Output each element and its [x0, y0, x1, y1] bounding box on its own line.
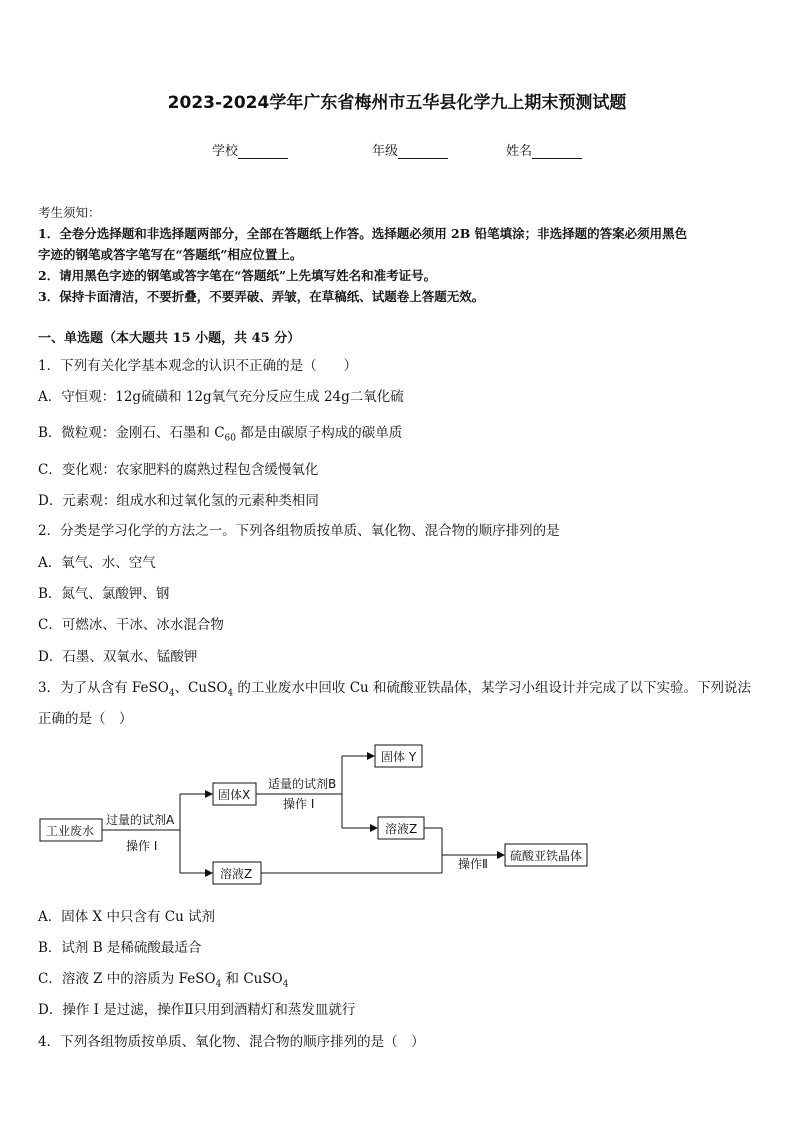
q3-option-c-text-2: 和 CuSO	[221, 971, 283, 987]
q3-option-a: A．固体 X 中只含有 Cu 试剂	[38, 909, 216, 925]
q2-option-c: C．可燃冰、干冰、冰水混合物	[38, 617, 224, 633]
notice-line-3: 3．保持卡面清洁，不要折叠，不要弄破、弄皱，在草稿纸、试题卷上答题无效。	[38, 289, 485, 304]
label-reagent-a: 过量的试剂A	[106, 813, 175, 827]
grade-label: 年级	[372, 144, 399, 159]
q3-stem-text-3: 的工业废水中回收 Cu 和硫酸亚铁晶体，某学习小组设计并完成了以下实验。下列说法	[233, 680, 752, 696]
label-solid-x: 固体X	[218, 788, 251, 802]
label-op1-a: 操作 I	[126, 839, 158, 853]
label-product: 硫酸亚铁晶体	[510, 849, 583, 863]
label-reagent-b: 适量的试剂B	[268, 777, 337, 791]
label-solution-z-top: 溶液Z	[385, 822, 418, 836]
q3-option-c-sub-1: 4	[215, 979, 222, 990]
q3-stem-sub-1: 4	[168, 688, 175, 699]
notice-line-2: 2．请用黑色字迹的钢笔或答字笔在“答题纸”上先填写姓名和准考证号。	[38, 268, 437, 283]
q3-stem-text-2: 、CuSO	[174, 680, 228, 696]
q3-option-d: D．操作 I 是过滤，操作Ⅱ只用到酒精灯和蒸发皿就行	[38, 1002, 356, 1018]
label-waste-water: 工业废水	[46, 824, 95, 838]
q2-stem: 2．分类是学习化学的方法之一。下列各组物质按单质、氧化物、混合物的顺序排列的是	[38, 523, 560, 539]
name-blank[interactable]	[532, 144, 582, 159]
q3-option-c	[38, 967, 288, 990]
process-flow-diagram	[30, 740, 630, 890]
notice-line-1b: 字迹的钢笔或答字笔写在“答题纸”相应位置上。	[38, 247, 303, 262]
name-label: 姓名	[506, 144, 533, 159]
q1-option-c: C．变化观：农家肥料的腐熟过程包含缓慢氧化	[38, 462, 319, 478]
q3-stem-line-2: 正确的是（ ）	[38, 711, 133, 727]
q3-stem-line-1	[38, 676, 751, 699]
q3-option-c-text-1: C．溶液 Z 中的溶质为 FeSO	[38, 971, 216, 987]
q1-option-b-text: B．微粒观：金刚石、石墨和 C	[38, 425, 225, 441]
q1-option-d: D．元素观：组成水和过氧化氢的元素种类相同	[38, 493, 319, 509]
q2-option-d: D．石墨、双氧水、锰酸钾	[38, 649, 198, 665]
page-title: 2023-2024学年广东省梅州市五华县化学九上期末预测试题	[167, 93, 627, 113]
label-solid-y: 固体 Y	[381, 750, 417, 764]
notice-heading: 考生须知：	[38, 205, 101, 220]
grade-blank[interactable]	[398, 144, 448, 159]
name-field	[506, 140, 582, 159]
grade-field	[372, 140, 448, 159]
school-field	[212, 140, 288, 159]
notice-line-1a: 1．全卷分选择题和非选择题两部分，全部在答题纸上作答。选择题必须用 2B 铅笔填涂；非选择题的答案必须用黑色	[38, 226, 688, 241]
q4-stem: 4．下列各组物质按单质、氧化物、混合物的顺序排列的是（ ）	[38, 1034, 425, 1050]
q3-stem-text-1: 3．为了从含有 FeSO	[38, 680, 169, 696]
q1-option-b	[38, 421, 402, 444]
label-op1-b: 操作 I	[283, 797, 315, 811]
school-blank[interactable]	[238, 144, 288, 159]
q1-option-b-text-2: 都是由碳原子构成的碳单质	[236, 425, 403, 441]
q3-stem-sub-2: 4	[227, 688, 234, 699]
q2-option-a: A．氧气、水、空气	[38, 555, 156, 571]
q1-option-b-sub: 60	[224, 433, 236, 444]
q3-option-b: B．试剂 B 是稀硫酸最适合	[38, 940, 202, 956]
q3-option-c-sub-2: 4	[282, 979, 289, 990]
q2-option-b: B．氮气、氯酸钾、钢	[38, 586, 170, 602]
school-label: 学校	[212, 144, 239, 159]
section-heading: 一、单选题（本大题共 15 小题，共 45 分）	[38, 331, 301, 346]
q1-option-a: A．守恒观：12g硫磺和 12g氧气充分反应生成 24g二氧化硫	[38, 389, 404, 405]
label-solution-z-bottom: 溶液Z	[220, 867, 253, 881]
q1-stem: 1．下列有关化学基本观念的认识不正确的是（ ）	[38, 358, 358, 374]
label-op2: 操作Ⅱ	[458, 857, 488, 871]
